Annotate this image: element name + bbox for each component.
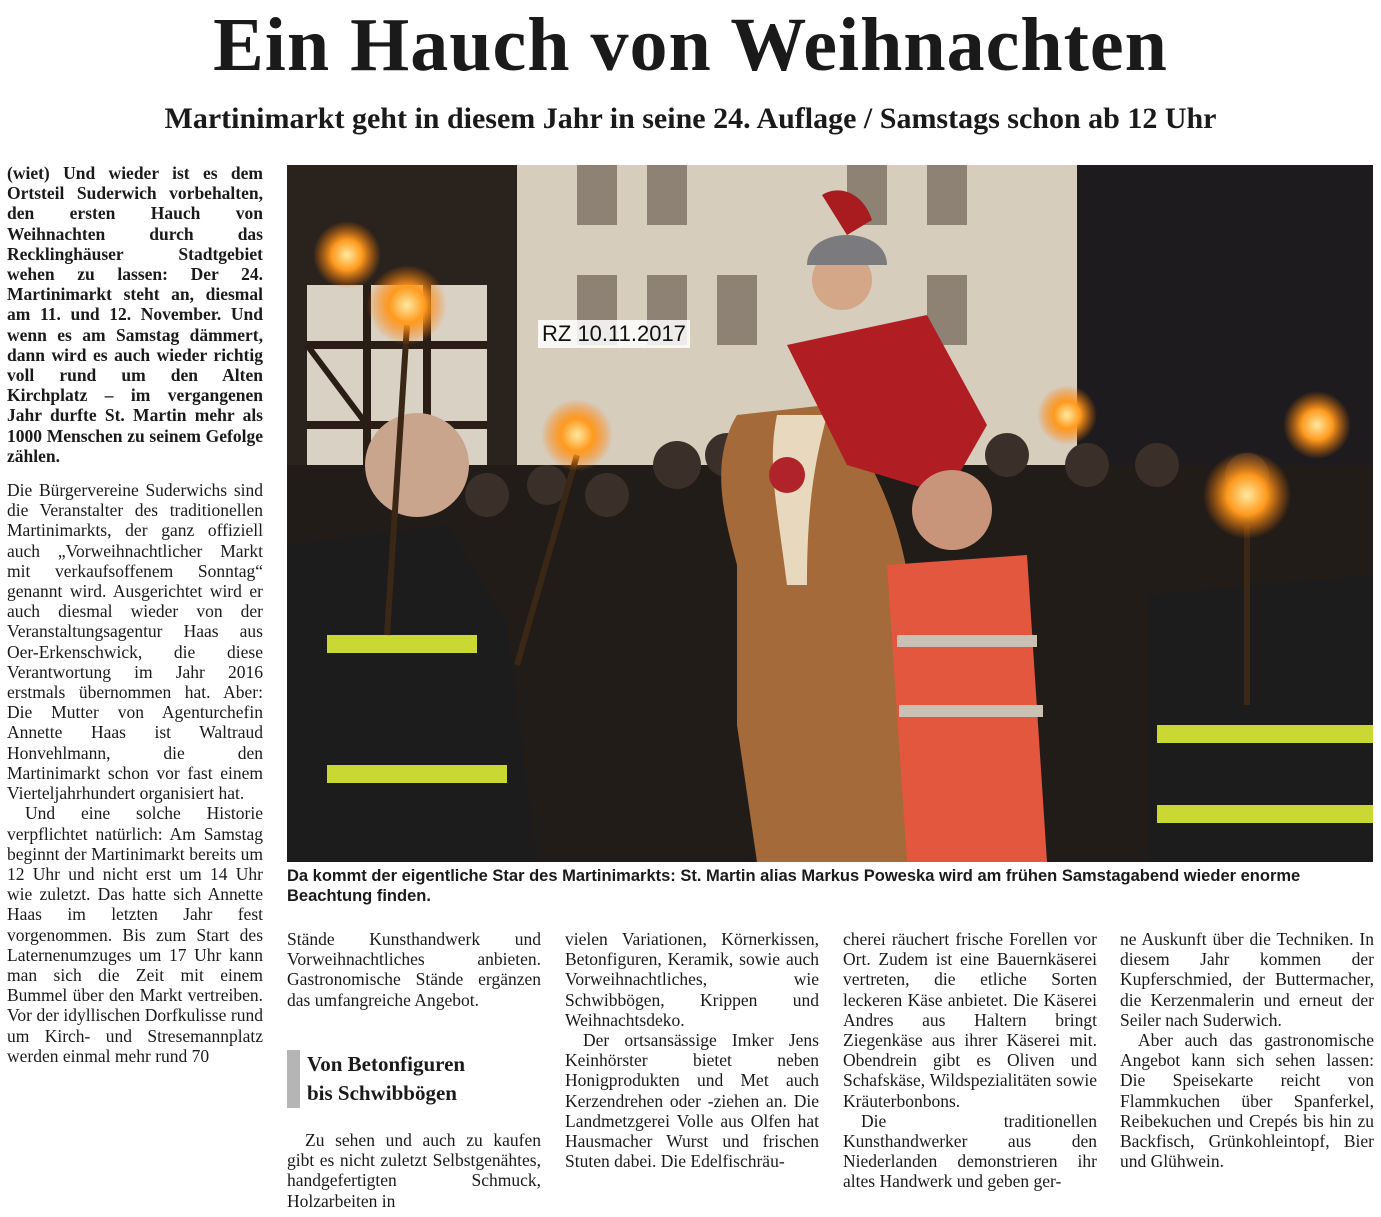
photo-caption: Da kommt der eigentliche Star des Martinimarkts: St. Martin alias Markus Poweska wird am frühen Samstagabend wieder enorme Beachtung finden.: [287, 867, 1301, 905]
lead-paragraph: (wiet) Und wieder ist es dem Ortsteil Suderwich vorbehalten, den ersten Hauch von Weihnachten durch das Recklinghäuser Stadtgebiet wehen zu lassen: Der 24. Martinimarkt steht an, diesmal am 11. und 12. November. Und wenn es am Samstag dämmert, dann wird es auch wieder richtig voll rund um den Alten Kirchplatz – im vergangenen Jahr durfte St. Martin mehr als 1000 Menschen zu seinem Gefolge zählen.: [7, 163, 263, 466]
body-paragraph: vielen Variationen, Körnerkissen, Betonfiguren, Keramik, sowie auch Vorweihnachtliches, wie Schwibbögen, Krippen und Weihnachtsdeko.: [565, 929, 819, 1030]
article-column-5: [1120, 929, 1374, 1171]
photo-date-stamp: RZ 10.11.2017: [538, 320, 690, 348]
body-paragraph: Die Bürgervereine Suderwichs sind die Veranstalter des traditionellen Martinimarkts, der ganz offiziell auch „Vorweihnachtlicher Markt mit verkaufsoffenem Sonntag“ genannt wird. Ausgerichtet wird er auch diesmal wieder von der Veranstaltungsagentur Haas aus Oer-Erkenschwick, die diese Verantwortung im Jahr 2016 erstmals übernommen hat. Aber: Die Mutter von Agenturchefin Annette Haas ist Waltraud Honvehlmann, die den Martinimarkt schon vor fast einem Vierteljahrhundert organisiert hat.: [7, 480, 263, 804]
article-column-2: [287, 929, 541, 1010]
body-paragraph: Der ortsansässige Imker Jens Keinhörster bietet neben Honigprodukten und Met auch Kerzendrehen oder -ziehen an. Die Landmetzgerei Volle aus Olfen hat Hausmacher Wurst und frischen Stuten dabei. Die Edelfischräu-: [565, 1030, 819, 1172]
section-subheading: [287, 1050, 547, 1110]
subheading-bar: [287, 1050, 300, 1108]
body-paragraph: Zu sehen und auch zu kaufen gibt es nicht zuletzt Selbstgenähtes, handgefertigten Schmuck, Holzarbeiten in: [287, 1130, 541, 1211]
body-paragraph: Die traditionellen Kunsthandwerker aus den Niederlanden demonstrieren ihr altes Handwerk und geben ger-: [843, 1110, 1097, 1192]
body-paragraph: Aber auch das gastronomische Angebot kann sich sehen lassen: Die Speisekarte reicht von Flammkuchen über Spanferkel, Reibekuchen und Crepés bis hin zu Backfisch, Grünkohleintopf, Bier und Glühwein.: [1120, 1030, 1374, 1172]
subheading-text: [307, 1050, 465, 1108]
article-column-4: [843, 929, 1097, 1192]
body-paragraph: ne Auskunft über die Techniken. In diesem Jahr kommen der Kupferschmied, der Buttermacher, die Kerzenmalerin und erneut der Seiler nach Suderwich.: [1120, 929, 1374, 1030]
body-paragraph: Stände Kunsthandwerk und Vorweihnachtliches anbieten. Gastronomische Stände ergänzen das umfangreiche Angebot.: [287, 929, 541, 1010]
body-paragraph: Und eine solche Historie verpflichtet natürlich: Am Samstag beginnt der Martinimarkt bereits um 12 Uhr und nicht erst um 14 Uhr wie zuletzt. Das hatte sich Annette Haas im letzten Jahr fest vorgenommen. Bis zum Start des Laternenumzuges um 17 Uhr kann man sich die Zeit mit einem Bummel über den Markt vertreiben. Vor der idyllischen Dorfkulisse rund um Kirch- und Stresemannplatz werden einmal mehr rund 70: [7, 803, 263, 1066]
headline: Ein Hauch von Weihnachten: [213, 3, 1168, 87]
st-martin-procession-image: [287, 165, 1373, 862]
subheadline: Martinimarkt geht in diesem Jahr in seine 24. Auflage / Samstags schon ab 12 Uhr: [164, 102, 1217, 135]
article-photo: [287, 165, 1373, 862]
article-column-1: [7, 163, 263, 1066]
subheading-line: Von Betonfiguren: [307, 1052, 466, 1076]
article-column-3: [565, 929, 819, 1171]
article-column-2b: [287, 1130, 541, 1211]
subheading-line: bis Schwibbögen: [307, 1081, 457, 1105]
body-paragraph: cherei räuchert frische Forellen vor Ort. Zudem ist eine Bauernkäserei vertreten, die etliche Sorten leckeren Käse anbietet. Die Käserei Andres aus Haltern bringt Ziegenkäse aus ihrer Käserei mit. Obendrein gibt es Oliven und Schafskäse, Wildspezialitäten sowie Kräuterbonbons.: [843, 929, 1097, 1111]
